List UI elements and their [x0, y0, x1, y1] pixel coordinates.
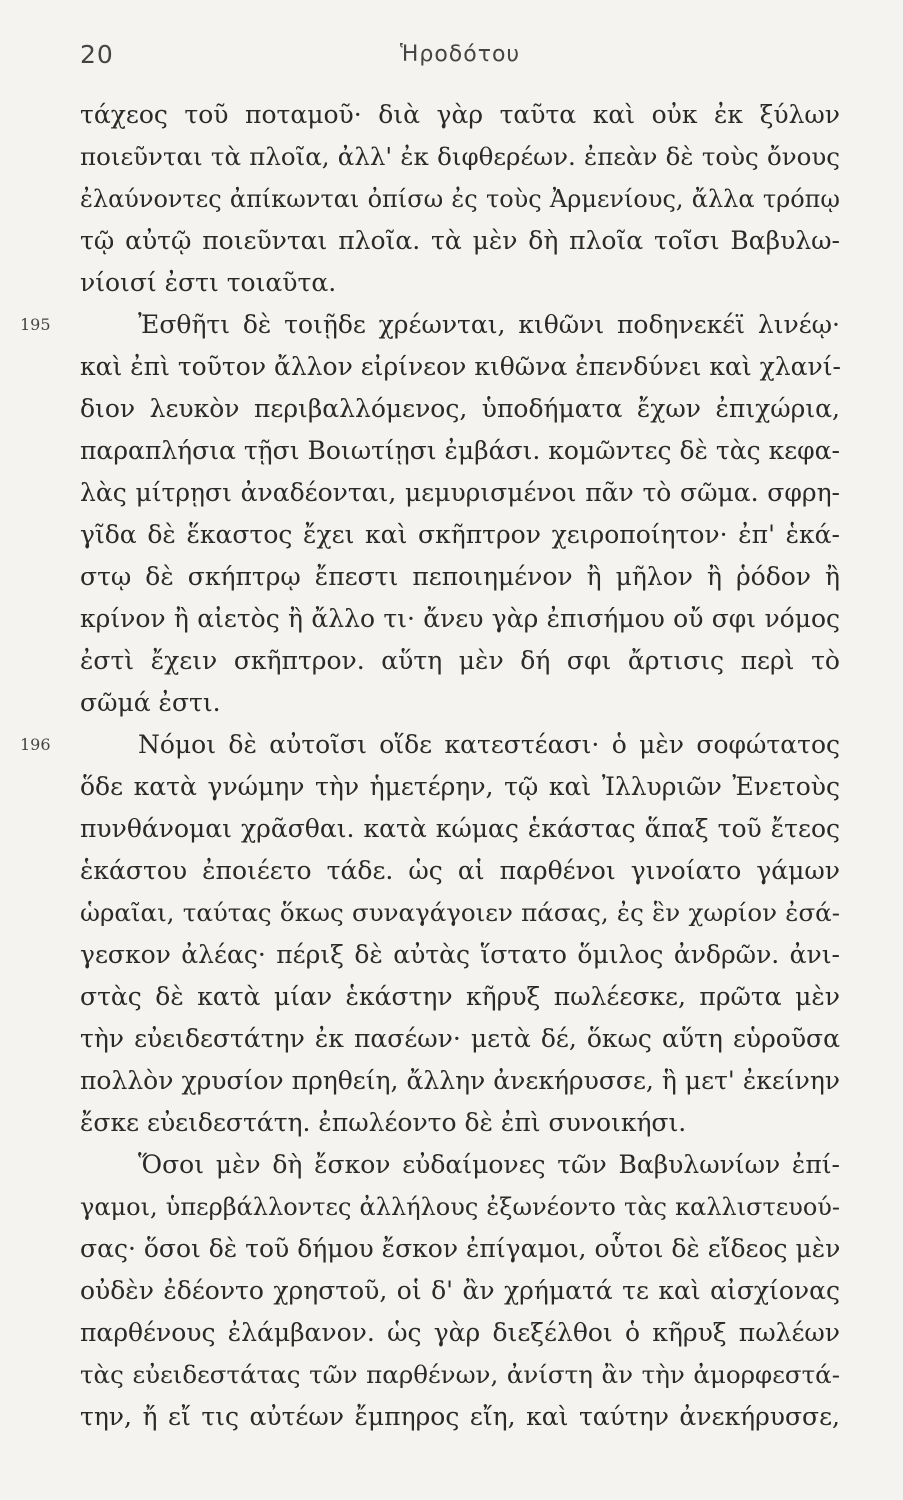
- text-line: την, ἤ εἴ τις αὐτέων ἔμπηρος εἴη, καὶ ταύτην ἀνεκήρυσσε,: [80, 1402, 840, 1431]
- text-line: γῖδα δὲ ἕκαστος ἔχει καὶ σκῆπτρον χειροποίητον· ἐπ' ἑκά-: [80, 520, 840, 549]
- text-line: ἑκάστου ἐποιέετο τάδε. ὡς αἱ παρθένοι γινοίατο γάμων: [80, 856, 840, 885]
- text-line: πολλὸν χρυσίον πρηθείη, ἄλλην ἀνεκήρυσσε, ἣ μετ' ἐκείνην: [80, 1066, 840, 1095]
- text-line: σας· ὅσοι δὲ τοῦ δήμου ἔσκον ἐπίγαμοι, οὗτοι δὲ εἴδεος μὲν: [80, 1234, 841, 1263]
- text-line: σῶμά ἐστι.: [80, 688, 221, 717]
- text-line: τῷ αὐτῷ ποιεῦνται πλοῖα. τὰ μὲν δὴ πλοῖα τοῖσι Βαβυλω-: [80, 226, 840, 255]
- running-head: [80, 40, 830, 76]
- text-line: οὐδὲν ἐδέοντο χρηστοῦ, οἱ δ' ἂν χρήματά τε καὶ αἰσχίονας: [80, 1276, 840, 1305]
- text-line: παραπλήσια τῇσι Βοιωτίῃσι ἐμβάσι. κομῶντες δὲ τὰς κεφα-: [80, 436, 840, 465]
- text-line: τὰς εὐειδεστάτας τῶν παρθένων, ἀνίστη ἂν τὴν ἀμορφεστά-: [80, 1360, 840, 1389]
- text-line: γαμοι, ὑπερβάλλοντες ἀλλήλους ἐξωνέοντο τὰς καλλιστευού-: [80, 1193, 840, 1221]
- paragraph-first-line: Ὅσοι μὲν δὴ ἔσκον εὐδαίμονες τῶν Βαβυλωνίων ἐπί-: [138, 1150, 840, 1179]
- text-line: γεσκον ἀλέας· πέριξ δὲ αὐτὰς ἵστατο ὅμιλος ἀνδρῶν. ἀνι-: [80, 940, 840, 969]
- chapter-number-195: 195: [20, 315, 51, 334]
- text-line: πυνθάνομαι χρᾶσθαι. κατὰ κώμας ἑκάστας ἅπαξ τοῦ ἔτεος: [80, 814, 840, 843]
- text-line: ὡραῖαι, ταύτας ὅκως συναγάγοιεν πάσας, ἐς ἓν χωρίον ἐσά-: [80, 898, 840, 927]
- text-line: στὰς δὲ κατὰ μίαν ἑκάστην κῆρυξ πωλέεσκε, πρῶτα μὲν: [80, 982, 840, 1011]
- text-line: στῳ δὲ σκήπτρῳ ἔπεστι πεποιημένον ἢ μῆλον ἢ ῥόδον ἢ: [80, 562, 840, 591]
- text-line: ὅδε κατὰ γνώμην τὴν ἡμετέρην, τῷ καὶ Ἰλλυριῶν Ἐνετοὺς: [80, 772, 840, 801]
- text-line: τὴν εὐειδεστάτην ἐκ πασέων· μετὰ δέ, ὅκως αὕτη εὑροῦσα: [80, 1024, 840, 1053]
- text-line: διον λευκὸν περιβαλλόμενος, ὑποδήματα ἔχων ἐπιχώρια,: [80, 394, 840, 423]
- chapter-196-first-line: [20, 724, 840, 766]
- text-line: ἔσκε εὐειδεστάτη. ἐπωλέοντο δὲ ἐπὶ συνοικήσι.: [80, 1108, 687, 1137]
- text-line: Νόμοι δὲ αὐτοῖσι οἵδε κατεστέασι· ὁ μὲν σοφώτατος: [138, 730, 840, 759]
- page-number: 20: [80, 40, 114, 69]
- chapter-number-196: 196: [20, 735, 51, 754]
- text-line: ἐλαύνοντες ἀπίκωνται ὀπίσω ἐς τοὺς Ἀρμενίους, ἄλλα τρόπῳ: [80, 185, 840, 213]
- text-line: νίοισί ἐστι τοιαῦτα.: [80, 268, 337, 297]
- text-line: καὶ ἐπὶ τοῦτον ἄλλον εἰρίνεον κιθῶνα ἐπενδύνει καὶ χλανί-: [80, 352, 841, 381]
- text-line: κρίνον ἢ αἰετὸς ἢ ἄλλο τι· ἄνευ γὰρ ἐπισήμου οὔ σφι νόμος: [80, 604, 840, 633]
- text-line: Ἐσθῆτι δὲ τοιῇδε χρέωνται, κιθῶνι ποδηνεκέϊ λινέῳ·: [138, 310, 840, 339]
- chapter-195-first-line: [20, 304, 840, 346]
- text-line: τάχεος τοῦ ποταμοῦ· διὰ γὰρ ταῦτα καὶ οὐκ ἐκ ξύλων: [80, 100, 840, 129]
- text-line: παρθένους ἐλάμβανον. ὡς γὰρ διεξέλθοι ὁ κῆρυξ πωλέων: [80, 1318, 840, 1347]
- text-line: λὰς μίτρῃσι ἀναδέονται, μεμυρισμένοι πᾶν τὸ σῶμα. σφρη-: [80, 478, 840, 507]
- text-line: ἐστὶ ἔχειν σκῆπτρον. αὕτη μὲν δή σφι ἄρτισις περὶ τὸ: [80, 646, 840, 675]
- running-title: Ἡροδότου: [400, 42, 521, 67]
- text-line: ποιεῦνται τὰ πλοῖα, ἀλλ' ἐκ διφθερέων. ἐπεὰν δὲ τοὺς ὄνους: [80, 142, 840, 171]
- body-text: [20, 94, 841, 1438]
